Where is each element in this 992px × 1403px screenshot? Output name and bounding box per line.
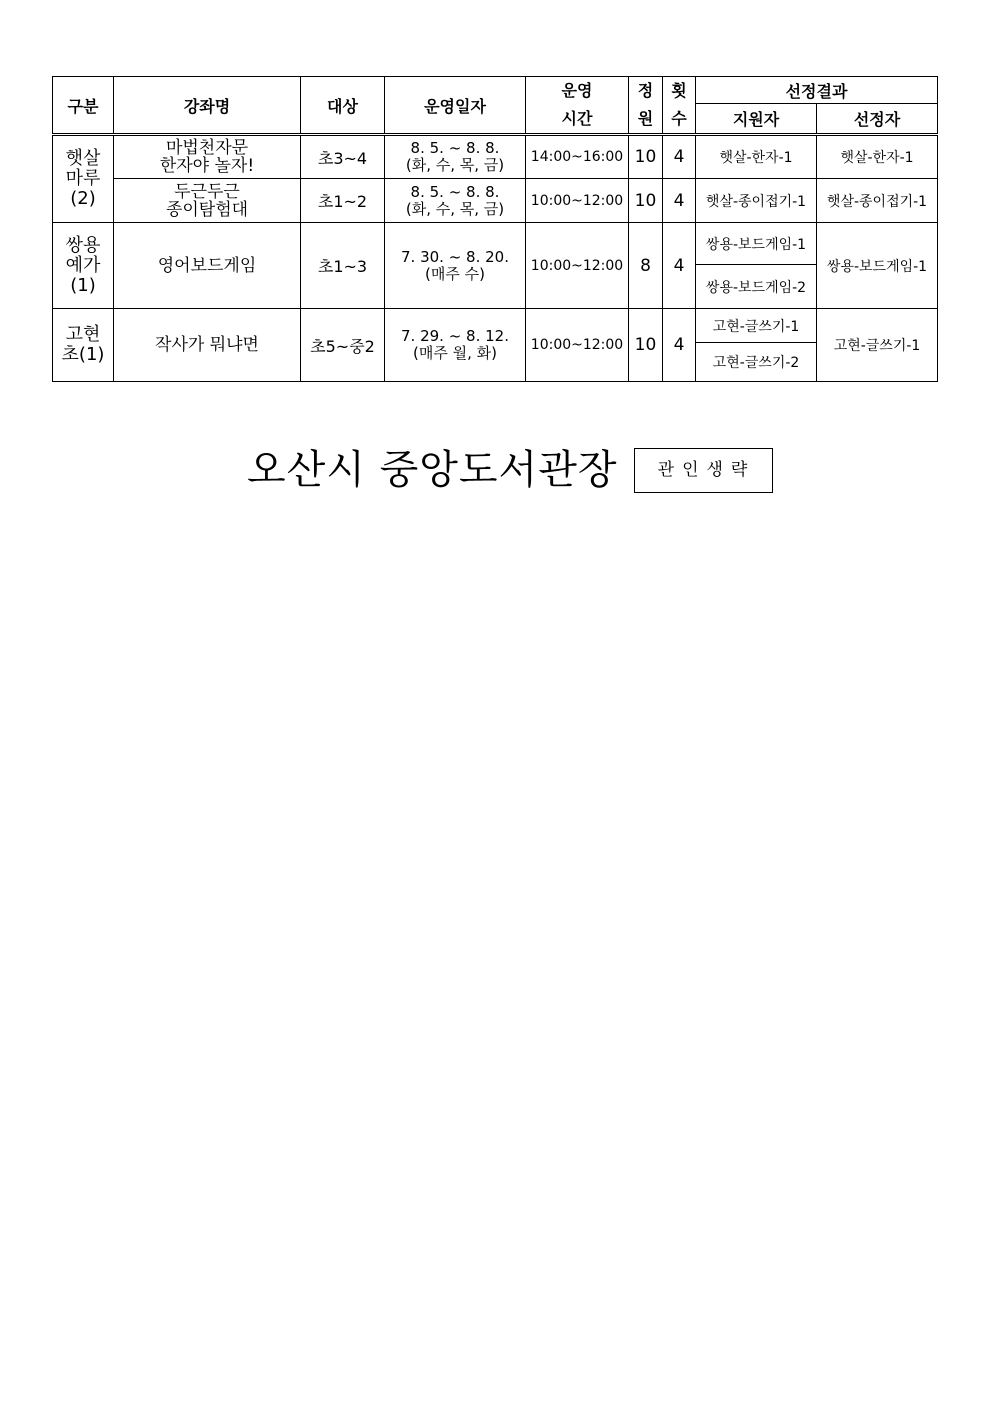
date-range: 7. 30. ~ 8. 20. xyxy=(401,247,509,266)
header-capacity xyxy=(629,77,663,135)
table-row xyxy=(53,135,938,179)
division-cell xyxy=(53,309,114,382)
dates-cell xyxy=(385,223,526,309)
time-cell: 10:00~12:00 xyxy=(526,309,629,382)
applicant-cell: 햇살-종이접기-1 xyxy=(696,179,817,223)
selection-results-table xyxy=(52,76,938,382)
dates-cell xyxy=(385,179,526,223)
division-line: 예가 xyxy=(65,254,101,276)
organization-name: 오산시 중앙도서관장 xyxy=(247,447,618,493)
applicant-cell: 고현-글쓰기-2 xyxy=(696,343,817,382)
division-line: 쌍용 xyxy=(65,234,101,256)
table-row xyxy=(53,179,938,223)
date-days: (매주 수) xyxy=(425,264,485,283)
target-cell: 초1~2 xyxy=(301,179,385,223)
division-line: 고현 xyxy=(65,324,101,345)
time-cell: 14:00~16:00 xyxy=(526,135,629,179)
capacity-cell: 8 xyxy=(629,223,663,309)
division-line: 햇살 xyxy=(65,148,101,169)
sessions-cell: 4 xyxy=(663,179,696,223)
capacity-cell: 10 xyxy=(629,179,663,223)
date-range: 7. 29. ~ 8. 12. xyxy=(401,327,509,345)
division-line: 초(1) xyxy=(61,344,105,365)
selected-cell: 쌍용-보드게임-1 xyxy=(817,223,938,309)
header-selected: 선정자 xyxy=(817,104,938,135)
course-name-cell xyxy=(114,179,301,223)
target-cell: 초5~중2 xyxy=(301,309,385,382)
target-cell: 초3~4 xyxy=(301,135,385,179)
header-time xyxy=(526,77,629,135)
course-name-line: 한자야 놀자! xyxy=(159,156,255,176)
date-days: (화, 수, 목, 금) xyxy=(405,199,505,218)
division-cell xyxy=(53,223,114,309)
course-name-cell xyxy=(114,135,301,179)
header-capacity-line2: 원 xyxy=(637,109,654,128)
course-name-line: 두근두근 xyxy=(174,181,240,202)
applicant-cell: 고현-글쓰기-1 xyxy=(696,309,817,343)
header-course-name: 강좌명 xyxy=(114,77,301,135)
sessions-cell: 4 xyxy=(663,309,696,382)
header-applicant: 지원자 xyxy=(696,104,817,135)
date-days: (화, 수, 목, 금) xyxy=(405,156,505,174)
header-capacity-line1: 정 xyxy=(637,81,654,100)
signature-block xyxy=(0,440,992,500)
capacity-cell: 10 xyxy=(629,135,663,179)
course-name-line: 종이탐험대 xyxy=(165,199,249,220)
selected-cell: 햇살-종이접기-1 xyxy=(817,179,938,223)
header-dates: 운영일자 xyxy=(385,77,526,135)
table-row xyxy=(53,223,938,265)
applicant-cell: 쌍용-보드게임-2 xyxy=(696,265,817,309)
time-cell: 10:00~12:00 xyxy=(526,223,629,309)
header-division: 구분 xyxy=(53,77,114,135)
header-time-line1: 운영 xyxy=(561,81,593,100)
header-target: 대상 xyxy=(301,77,385,135)
selected-cell: 고현-글쓰기-1 xyxy=(817,309,938,382)
sessions-cell: 4 xyxy=(663,135,696,179)
date-range: 8. 5. ~ 8. 8. xyxy=(410,139,500,157)
division-line: 마루 xyxy=(65,168,101,189)
dates-cell xyxy=(385,135,526,179)
division-cell xyxy=(53,135,114,223)
target-cell: 초1~3 xyxy=(301,223,385,309)
capacity-cell: 10 xyxy=(629,309,663,382)
header-sessions-line2: 수 xyxy=(671,109,687,128)
dates-cell xyxy=(385,309,526,382)
header-time-line2: 시간 xyxy=(561,109,593,128)
course-name-cell: 영어보드게임 xyxy=(114,223,301,309)
header-sessions xyxy=(663,77,696,135)
header-selection-result: 선정결과 xyxy=(696,77,938,104)
applicant-cell: 쌍용-보드게임-1 xyxy=(696,223,817,265)
selected-cell: 햇살-한자-1 xyxy=(817,135,938,179)
table-row xyxy=(53,309,938,343)
date-days: (매주 월, 화) xyxy=(413,344,497,362)
course-name-cell: 작사가 뭐냐면 xyxy=(114,309,301,382)
sessions-cell: 4 xyxy=(663,223,696,309)
seal-omitted-box: 관인생략 xyxy=(634,448,773,493)
header-sessions-line1: 횟 xyxy=(671,81,687,100)
applicant-cell: 햇살-한자-1 xyxy=(696,135,817,179)
time-cell: 10:00~12:00 xyxy=(526,179,629,223)
division-line: (1) xyxy=(70,274,96,296)
division-line: (2) xyxy=(70,188,96,209)
course-name-line: 마법천자문 xyxy=(165,138,249,158)
date-range: 8. 5. ~ 8. 8. xyxy=(410,182,500,201)
